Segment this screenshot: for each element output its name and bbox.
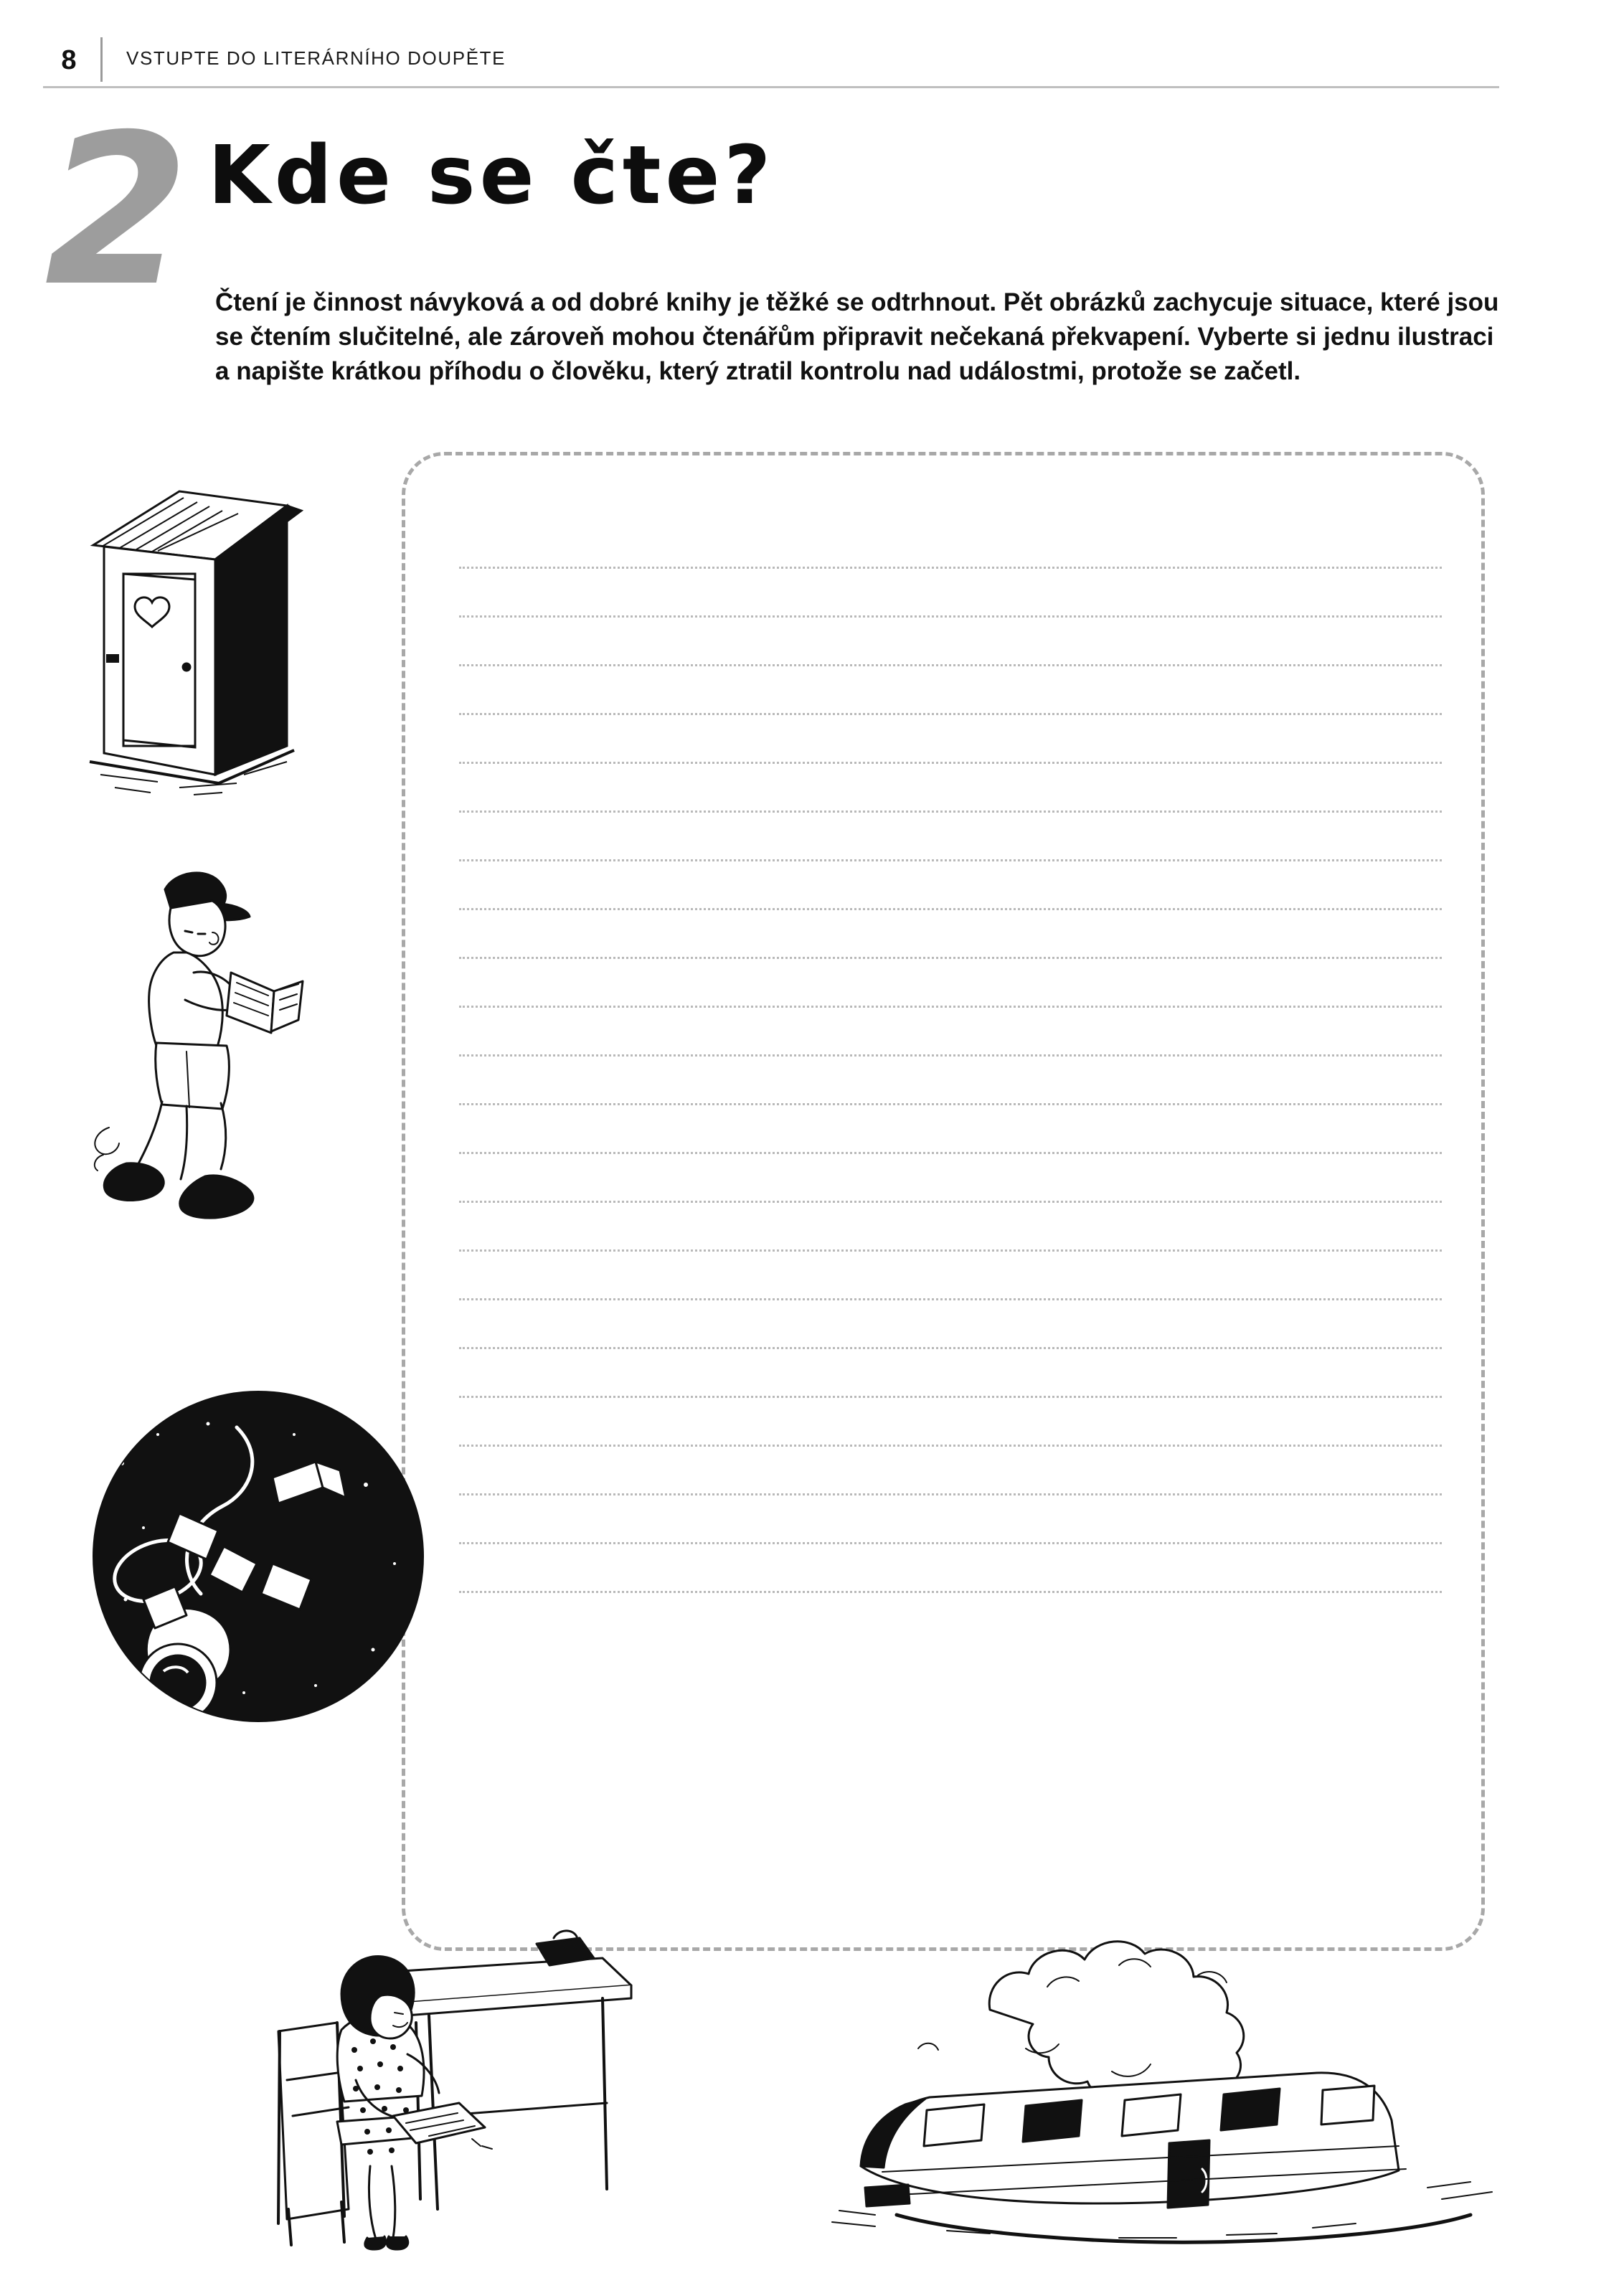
answer-line[interactable] — [459, 957, 1442, 959]
answer-line[interactable] — [459, 1542, 1442, 1544]
answer-line[interactable] — [459, 908, 1442, 910]
answer-line[interactable] — [459, 1201, 1442, 1203]
page-title: Kde se čte? — [208, 129, 775, 222]
answer-lines[interactable] — [459, 567, 1442, 1879]
answer-line[interactable] — [459, 1493, 1442, 1495]
girl-reading-at-school-desk-illustration — [201, 1779, 703, 2252]
page-number-divider — [100, 37, 103, 82]
answer-line[interactable] — [459, 1249, 1442, 1252]
answer-line[interactable] — [459, 713, 1442, 715]
train-passing-illustration — [811, 1879, 1542, 2252]
answer-line[interactable] — [459, 762, 1442, 764]
answer-line[interactable] — [459, 810, 1442, 813]
answer-line[interactable] — [459, 1347, 1442, 1349]
answer-line[interactable] — [459, 1006, 1442, 1008]
answer-line[interactable] — [459, 567, 1442, 569]
answer-line[interactable] — [459, 1152, 1442, 1154]
answer-line[interactable] — [459, 1396, 1442, 1398]
answer-line[interactable] — [459, 1103, 1442, 1105]
answer-line[interactable] — [459, 1445, 1442, 1447]
chapter-number: 2 — [44, 90, 189, 332]
page-number: 8 — [61, 44, 77, 75]
answer-line[interactable] — [459, 859, 1442, 861]
boy-walking-reading-illustration — [65, 846, 366, 1291]
page-header — [0, 34, 1624, 89]
answer-line[interactable] — [459, 615, 1442, 618]
task-instructions: Čtení je činnost návyková a od dobré knihy je těžké se odtrhnout. Pět obrázků zachycuje situace, které jsou se čtením slučitelné, ale zároveň mohou čtenářům připravit nečekaná překvapení. Vyberte si jednu ilustraci a napište krátkou příhodu o člověku, který ztratil kontrolu nad událostmi, protože se začetl. — [215, 288, 1499, 385]
answer-line[interactable] — [459, 664, 1442, 666]
running-head: VSTUPTE DO LITERÁRNÍHO DOUPĚTE — [126, 47, 506, 69]
answer-line[interactable] — [459, 1298, 1442, 1300]
answer-line[interactable] — [459, 1591, 1442, 1593]
outdoor-toilet-illustration — [72, 466, 359, 810]
astronaut-in-space-illustration — [57, 1384, 459, 1757]
answer-line[interactable] — [459, 1054, 1442, 1057]
